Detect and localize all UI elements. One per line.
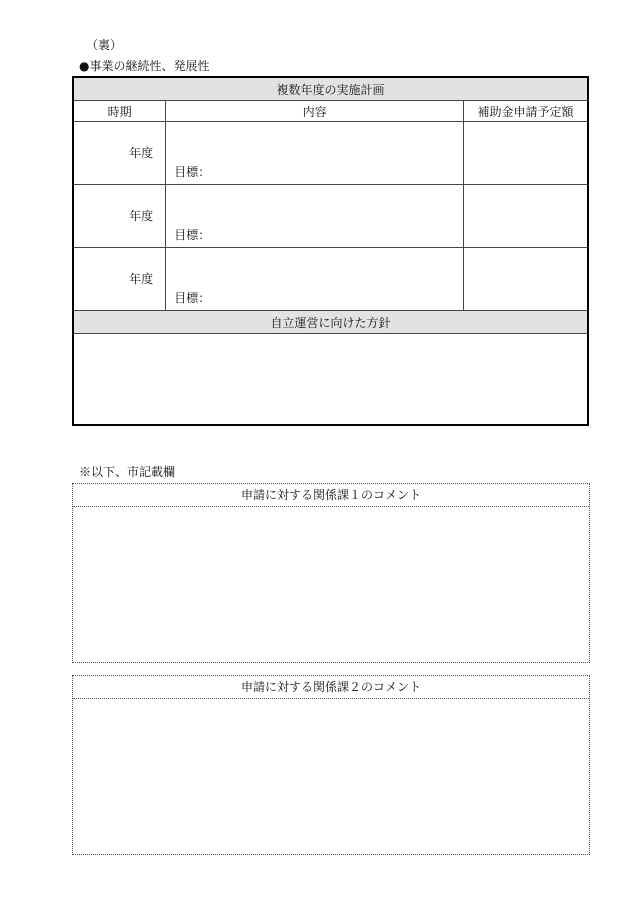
plan-row: [73, 185, 588, 248]
plan-row: [73, 122, 588, 185]
comment-2-area[interactable]: [73, 699, 589, 854]
comment-2-title: 申請に対する関係課２のコメント: [73, 676, 589, 699]
comment-1-title: 申請に対する関係課１のコメント: [73, 484, 589, 507]
period-label: 年度: [129, 209, 154, 223]
column-header-content: 内容: [166, 101, 464, 122]
period-cell[interactable]: [73, 248, 166, 311]
column-header-amount: 補助金申請予定額: [463, 101, 588, 122]
goal-label: 目標：: [174, 165, 211, 179]
comment-box-2: [72, 675, 590, 855]
period-cell[interactable]: [73, 185, 166, 248]
policy-text-area[interactable]: [73, 334, 588, 426]
page-side-label: （裏）: [86, 38, 123, 52]
plan-table-title: 複数年度の実施計画: [73, 77, 588, 101]
content-cell[interactable]: [166, 185, 464, 248]
multi-year-plan-table: [72, 76, 589, 426]
amount-cell[interactable]: [463, 185, 588, 248]
goal-label: 目標：: [174, 291, 211, 305]
period-cell[interactable]: [73, 122, 166, 185]
period-label: 年度: [129, 272, 154, 286]
plan-row: [73, 248, 588, 311]
content-cell[interactable]: [166, 248, 464, 311]
amount-cell[interactable]: [463, 122, 588, 185]
period-label: 年度: [129, 146, 154, 160]
amount-cell[interactable]: [463, 248, 588, 311]
comment-box-1: [72, 483, 590, 663]
goal-label: 目標：: [174, 228, 211, 242]
comment-1-area[interactable]: [73, 507, 589, 662]
content-cell[interactable]: [166, 122, 464, 185]
column-header-period: 時期: [73, 101, 166, 122]
section-heading: ●事業の継続性、発展性: [79, 59, 210, 73]
policy-title: 自立運営に向けた方針: [73, 311, 588, 334]
city-use-note: ※以下、市記載欄: [79, 465, 176, 479]
